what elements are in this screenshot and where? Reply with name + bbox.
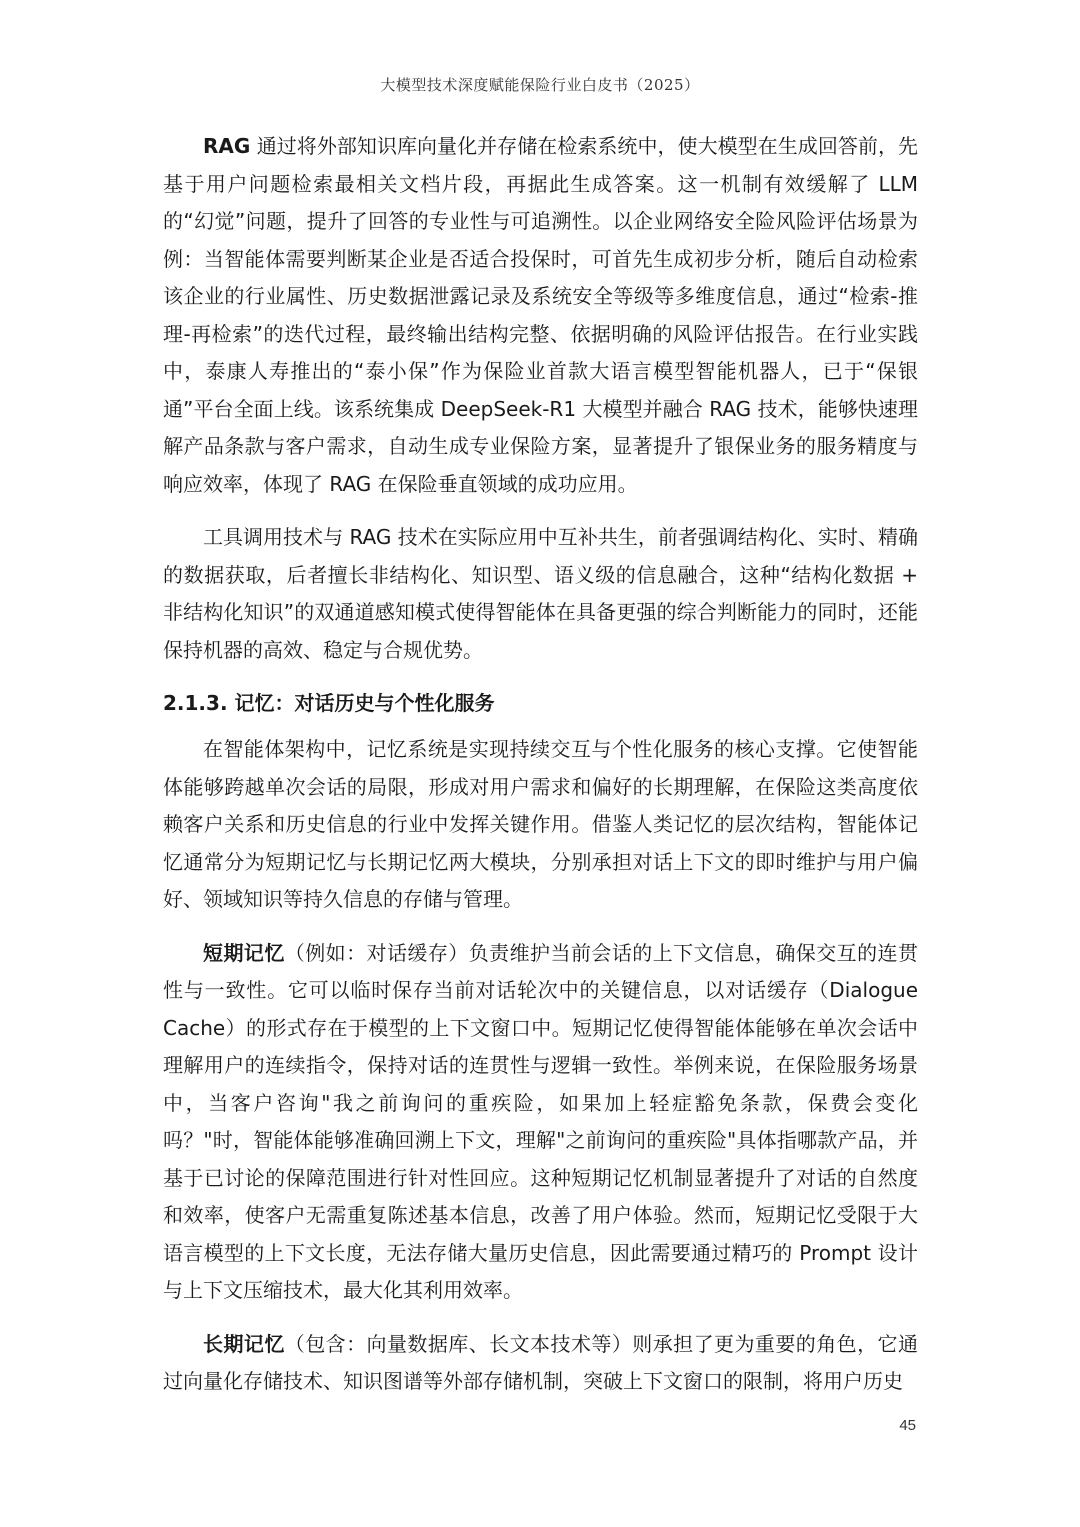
short-term-memory-term: 短期记忆: [203, 940, 285, 965]
rag-lead-term: RAG: [203, 134, 251, 158]
paragraph-tool-rag-synergy: [163, 519, 918, 669]
section-heading-memory: 2.1.3. 记忆：对话历史与个性化服务: [163, 691, 495, 715]
running-header: 大模型技术深度赋能保险行业白皮书（2025）: [380, 76, 700, 94]
tool-rag-synergy-text: 工具调用技术与 RAG 技术在实际应用中互补共生，前者强调结构化、实时、精确的数据获取，后者擅长非结构化、知识型、语义级的信息融合，这种“结构化数据 + 非结构化知识”的双通道感知模式使得智能体在具备更强的综合判断能力的同时，还能保持机器的高效、稳定与合规优势。: [163, 525, 918, 662]
page-number: 45: [899, 1417, 916, 1434]
page-body: [163, 128, 918, 1417]
memory-intro-text: 在智能体架构中，记忆系统是实现持续交互与个性化服务的核心支撑。它使智能体能够跨越单次会话的局限，形成对用户需求和偏好的长期理解，在保险这类高度依赖客户关系和历史信息的行业中发挥关键作用。借鉴人类记忆的层次结构，智能体记忆通常分为短期记忆与长期记忆两大模块，分别承担对话上下文的即时维护与用户偏好、领域知识等持久信息的存储与管理。: [163, 737, 918, 911]
long-term-memory-text: （包含：向量数据库、长文本技术等）则承担了更为重要的角色，它通过向量化存储技术、知识图谱等外部存储机制，突破上下文窗口的限制，将用户历史: [163, 1331, 919, 1393]
long-term-memory-term: 长期记忆: [203, 1331, 285, 1356]
rag-intro-text: 通过将外部知识库向量化并存储在检索系统中，使大模型在生成回答前，先基于用户问题检索最相关文档片段，再据此生成答案。这一机制有效缓解了 LLM 的“幻觉”问题，提升了回答的专业性与可追溯性。以企业网络安全险风险评估场景为例：当智能体需要判断某企业是否适合投保时，可首先生成初步分析，随后自动检索该企业的行业属性、历史数据泄露记录及系统安全等级等多维度信息，通过“检索-推理-再检索”的迭代过程，最终输出结构完整、依据明确的风险评估报告。在行业实践中，泰康人寿推出的“泰小保”作为保险业首款大语言模型智能机器人，已于“保银通”平台全面上线。该系统集成 DeepSeek-R1 大模型并融合 RAG 技术，能够快速理解产品条款与客户需求，自动生成专业保险方案，显著提升了银保业务的服务精度与响应效率，体现了 RAG 在保险垂直领域的成功应用。: [163, 134, 918, 496]
paragraph-short-term-memory: [163, 935, 918, 1310]
paragraph-rag-intro: [163, 128, 918, 503]
short-term-memory-text: （例如：对话缓存）负责维护当前会话的上下文信息，确保交互的连贯性与一致性。它可以临时保存当前对话轮次中的关键信息，以对话缓存（Dialogue Cache）的形式存在于模型的上下文窗口中。短期记忆使得智能体能够在单次会话中理解用户的连续指令，保持对话的连贯性与逻辑一致性。举例来说，在保险服务场景中，当客户咨询"我之前询问的重疾险，如果加上轻症豁免条款，保费会变化吗？"时，智能体能够准确回溯上下文，理解"之前询问的重疾险"具体指哪款产品，并基于已讨论的保障范围进行针对性回应。这种短期记忆机制显著提升了对话的自然度和效率，使客户无需重复陈述基本信息，改善了用户体验。然而，短期记忆受限于大语言模型的上下文长度，无法存储大量历史信息，因此需要通过精巧的 Prompt 设计与上下文压缩技术，最大化其利用效率。: [163, 940, 919, 1302]
paragraph-long-term-memory: [163, 1326, 918, 1401]
paragraph-memory-intro: [163, 731, 918, 919]
